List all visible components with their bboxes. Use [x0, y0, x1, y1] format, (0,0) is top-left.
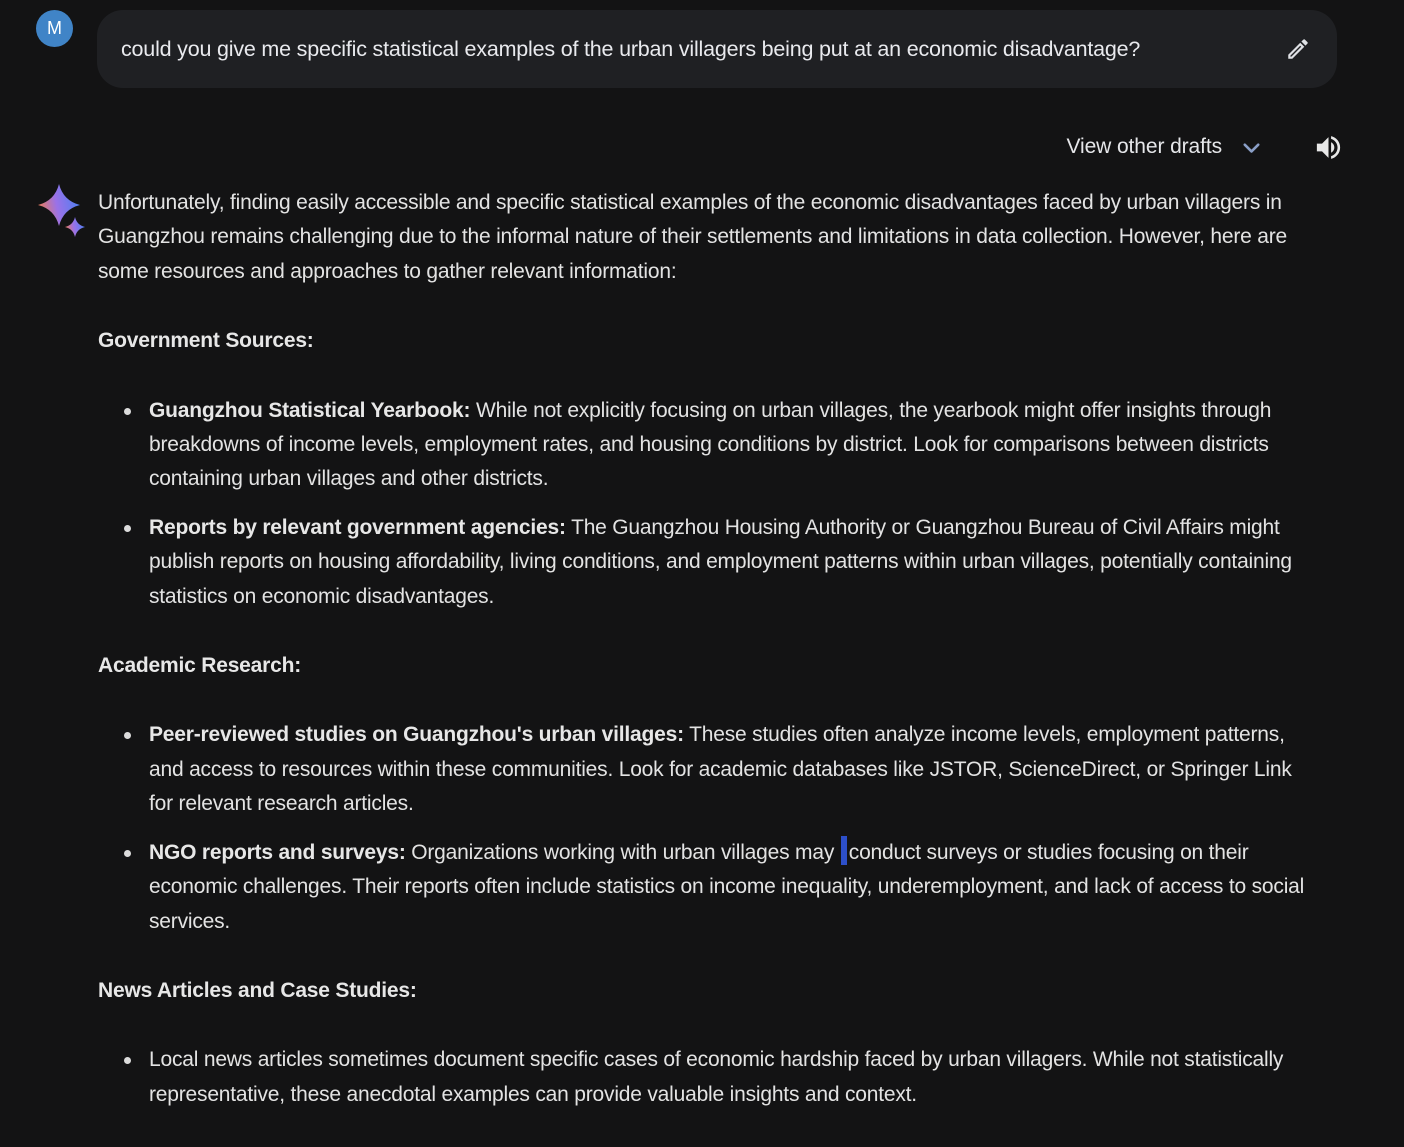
government-sources-list: [98, 394, 1313, 614]
volume-icon: [1313, 132, 1344, 163]
list-item: [149, 394, 1313, 497]
user-message-bubble: [97, 10, 1337, 88]
view-other-drafts-label: View other drafts: [1066, 135, 1222, 158]
response-intro: Unfortunately, finding easily accessible and specific statistical examples of the economic disadvantages faced by urban villagers in Guangzhou remains challenging due to the informal nature of their settlements and limitations in data collection. However, here are some resources and approaches to gather relevant information:: [98, 191, 1287, 283]
avatar: [36, 10, 73, 47]
bullet-lead: NGO reports and surveys:: [149, 840, 406, 864]
edit-message-button[interactable]: [1281, 32, 1315, 66]
list-item: [149, 511, 1313, 614]
bullet-text: These studies often analyze income levels, employment patterns, and access to resources within these communities. Look for academic databases like JSTOR, ScienceDirect, or Springer Link for relevant research articles.: [149, 723, 1292, 816]
section-heading-academic-research: Academic Research:: [98, 654, 302, 678]
bullet-lead: Guangzhou Statistical Yearbook:: [149, 398, 471, 422]
list-item: [149, 836, 1313, 939]
academic-research-list: [98, 718, 1313, 938]
list-item: [149, 1043, 1313, 1112]
bullet-lead: Peer-reviewed studies on Guangzhou's urban villages:: [149, 723, 684, 747]
avatar-initial: M: [47, 18, 62, 38]
bullet-text: Organizations working with urban villages may: [405, 840, 840, 864]
model-response: [98, 186, 1313, 1147]
news-articles-list: [98, 1043, 1313, 1112]
gemini-sparkle-icon: [38, 184, 88, 240]
pencil-icon: [1285, 36, 1311, 62]
section-heading-government-sources: Government Sources:: [98, 329, 314, 353]
view-other-drafts-button[interactable]: [1067, 134, 1266, 161]
user-message-text: could you give me specific statistical examples of the urban villagers being put at an economic disadvantage?: [121, 36, 1141, 61]
text-cursor: [841, 836, 847, 865]
bullet-text: While not explicitly focusing on urban villages, the yearbook might offer insights through breakdowns of income levels, employment rates, and housing conditions by district. Look for comparisons between districts containing urban villages and other districts.: [149, 398, 1272, 491]
bullet-text: Local news articles sometimes document specific cases of economic hardship faced by urban villagers. While not statistically representative, these anecdotal examples can provide valuable insights and context.: [149, 1048, 1284, 1106]
bullet-lead: Reports by relevant government agencies:: [149, 515, 566, 539]
response-actions-row: [1067, 127, 1346, 167]
chevron-down-icon: [1238, 134, 1265, 161]
list-item: [149, 718, 1313, 821]
bullet-text: The Guangzhou Housing Authority or Guangzhou Bureau of Civil Affairs might publish reports on housing affordability, living conditions, and employment patterns within urban villages, potentially containing statistics on economic disadvantages.: [149, 515, 1292, 608]
section-heading-news-articles: News Articles and Case Studies:: [98, 978, 417, 1002]
bullet-text: conduct surveys or studies focusing on their economic challenges. Their reports often include statistics on income inequality, underemployment, and lack of access to social services.: [149, 840, 1305, 933]
speaker-button[interactable]: [1311, 130, 1345, 164]
